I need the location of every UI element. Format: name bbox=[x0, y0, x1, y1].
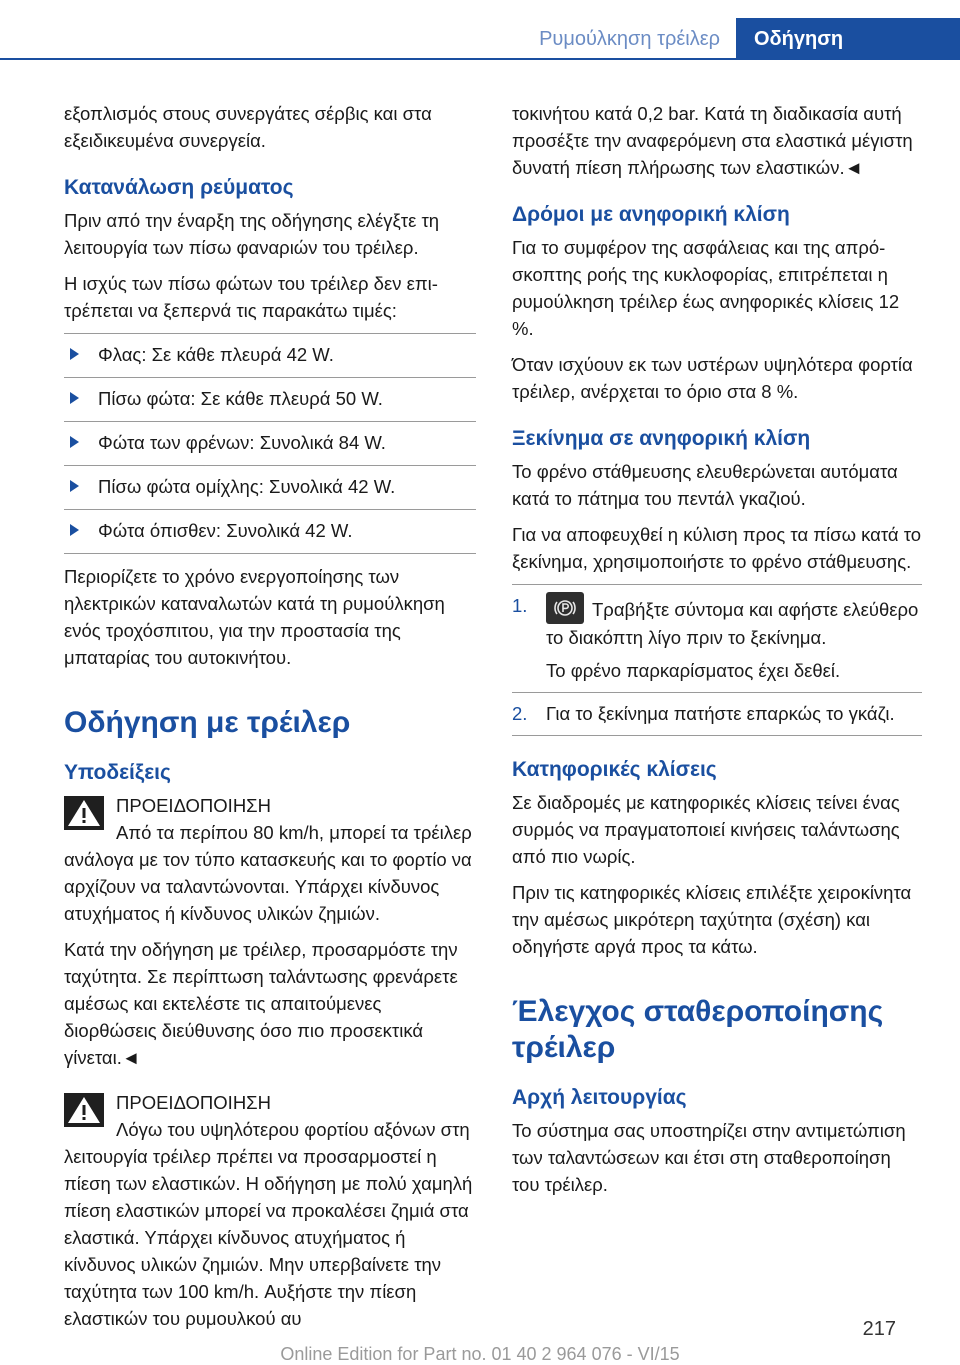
list-item bbox=[512, 584, 922, 692]
step-number: 2. bbox=[512, 703, 528, 724]
list-item: Πίσω φώτα ομίχλης: Συνολικά 42 W. bbox=[64, 466, 476, 510]
bullet-triangle-icon bbox=[70, 524, 79, 536]
list-item: Φώτα των φρένων: Συνολικά 84 W. bbox=[64, 422, 476, 466]
heading-hints: Υποδείξεις bbox=[64, 761, 171, 784]
power-paragraph-1: Πριν από την έναρξη της οδήγησης ελέγξτε τη λειτουργία των πίσω φαναριών του τρέιλερ. bbox=[64, 210, 440, 258]
list-item bbox=[512, 692, 922, 736]
uphill-paragraph-2: Όταν ισχύουν εκ των υστέρων υψηλότερα φορτία τρέιλερ, ανέρχεται το όριο στα 8 %. bbox=[512, 354, 913, 402]
heading-uphill-start: Ξεκίνημα σε ανηφορική κλίση bbox=[512, 427, 811, 450]
list-item: Φλας: Σε κάθε πλευρά 42 W. bbox=[64, 333, 476, 378]
header-section-title: Ρυμούλκηση τρέιλερ bbox=[539, 28, 720, 50]
header-chapter-tab bbox=[736, 18, 960, 60]
page-footer bbox=[0, 1290, 960, 1362]
downhill-paragraph-1: Σε διαδρομές με κατηφορικές κλίσεις τείνει ένας συρμός να πραγματοποιεί κινήσεις ταλάντωσης από πιο νωρίς. bbox=[512, 792, 900, 867]
header-chapter-label: Οδήγηση bbox=[754, 28, 844, 50]
heading-principle: Αρχή λειτουργίας bbox=[512, 1086, 687, 1109]
parking-brake-icon bbox=[546, 592, 584, 624]
warning-1-continuation: Κατά την οδήγηση με τρέιλερ, προσαρμόστε την ταχύτητα. Σε περίπτωση ταλάντωσης φρενάρετε αμέσως και εκτελέστε τις απαιτούμενες διορθώσεις διεύθυνσης όσο πιο προσεκτικά γίνεται.◄ bbox=[64, 939, 458, 1068]
bullet-triangle-icon bbox=[70, 348, 79, 360]
uphill-paragraph-1: Για το συμφέρον της ασφάλειας και της απρόσκοπτης ροής της κυκλοφορίας, επιτρέπεται η ρυμούλκηση τρέιλερ έως ανηφορικές κλίσεις 12 %. bbox=[512, 237, 900, 339]
page-number: 217 bbox=[862, 1318, 896, 1340]
step-result: Το φρένο παρκαρίσματος έχει δεθεί. bbox=[546, 660, 841, 681]
limit-paragraph: Περιορίζετε το χρόνο ενεργοποίησης των ηλεκτρικών καταναλωτών κατά τη ρυμούλκηση ενός τροχόσπιτου, για την προστασία της μπαταρίας του αυτοκινήτου. bbox=[64, 566, 445, 668]
bullet-triangle-icon bbox=[70, 436, 79, 448]
heading-uphill-roads: Δρόμοι με ανηφορική κλίση bbox=[512, 203, 790, 226]
tyre-pressure-continuation: τοκινήτου κατά 0,2 bar. Κατά τη διαδικασία αυτή προσέξτε την αναφερόμενη στα ελαστικά μέγιστη δυνατή πίεση πλήρωσης των ελαστικών.◄ bbox=[512, 103, 913, 178]
start-paragraph-1: Το φρένο στάθμευσης ελευθερώνεται αυτόματα κατά το πάτημα του πεντάλ γκαζιού. bbox=[512, 461, 898, 509]
heading-power-consumption: Κατανάλωση ρεύματος bbox=[64, 176, 294, 199]
step-number: 1. bbox=[512, 595, 528, 616]
start-steps-list bbox=[512, 584, 922, 736]
warning-block-1 bbox=[64, 792, 476, 927]
right-column bbox=[512, 100, 922, 1207]
bullet-triangle-icon bbox=[70, 480, 79, 492]
step-text: Τραβήξτε σύντομα και αφήστε ελεύθερο το διακόπτη λίγο πριν το ξεκίνημα. bbox=[546, 599, 919, 648]
start-paragraph-2: Για να αποφευχθεί η κύλιση προς τα πίσω κατά το ξεκίνημα, χρησιμοποιήστε το φρένο στάθμευσης. bbox=[512, 524, 922, 572]
intro-paragraph: εξοπλισμός στους συνεργάτες σέρβις και στα εξειδικευμένα συνεργεία. bbox=[64, 103, 432, 151]
step-text: Για το ξεκίνημα πατήστε επαρκώς το γκάζι. bbox=[546, 703, 895, 724]
warning-body: Από τα περίπου 80 km/h, μπορεί τα τρέιλερ ανάλογα με τον τύπο κατασκευής και το φορτίο να αρχίζουν να ταλαντώνονται. Υπάρχει κίνδυνος ατυχήματος ή κίνδυνος υλικών ζημιών. bbox=[64, 822, 472, 924]
lamp-power-list bbox=[64, 333, 476, 554]
edition-note: Online Edition for Part no. 01 40 2 964 076 - VI/15 bbox=[280, 1344, 680, 1364]
heading-trailer-stability: Έλεγχος σταθεροποίησης τρέιλερ bbox=[512, 995, 884, 1064]
warning-triangle-icon bbox=[64, 796, 104, 830]
bullet-triangle-icon bbox=[70, 392, 79, 404]
header-rule bbox=[0, 58, 960, 60]
page-header bbox=[0, 0, 960, 60]
warning-title: ΠΡΟΕΙΔΟΠΟΙΗΣΗ bbox=[116, 1092, 271, 1113]
warning-title: ΠΡΟΕΙΔΟΠΟΙΗΣΗ bbox=[116, 795, 271, 816]
power-paragraph-2: Η ισχύς των πίσω φώτων του τρέιλερ δεν επιτρέπεται να ξεπερνά τις παρακάτω τιμές: bbox=[64, 273, 438, 321]
list-item: Πίσω φώτα: Σε κάθε πλευρά 50 W. bbox=[64, 378, 476, 422]
warning-body: Λόγω του υψηλότερου φορτίου αξόνων στη λειτουργία τρέιλερ πρέπει να προσαρμοστεί η πίεση των ελαστικών. Η οδήγηση με πολύ χαμηλή πίεση ελαστικών μπορεί να προκαλέσει ζημιά στα ελαστικά. Υπάρχει κίνδυνος ατυχήματος ή κίνδυνος υλικών ζημιών. Μην υπερβαίνετε την ταχύτητα των 100 km/h. Αυξήστε την πίεση ελαστικών του ρυμουλκού αυ bbox=[64, 1119, 473, 1329]
principle-paragraph: Το σύστημα σας υποστηρίζει στην αντιμετώπιση των ταλαντώσεων και έτσι στη σταθεροποίηση του τρέιλερ. bbox=[512, 1120, 906, 1195]
left-column bbox=[64, 100, 476, 1341]
list-item: Φώτα όπισθεν: Συνολικά 42 W. bbox=[64, 510, 476, 554]
downhill-paragraph-2: Πριν τις κατηφορικές κλίσεις επιλέξτε χειροκίνητα την αμέσως μικρότερη ταχύτητα (σχέση) και οδηγήστε αργά προς τα κάτω. bbox=[512, 882, 912, 957]
heading-downhill: Κατηφορικές κλίσεις bbox=[512, 758, 717, 781]
heading-driving-with-trailer: Οδήγηση με τρέιλερ bbox=[64, 706, 351, 739]
warning-triangle-icon bbox=[64, 1093, 104, 1127]
